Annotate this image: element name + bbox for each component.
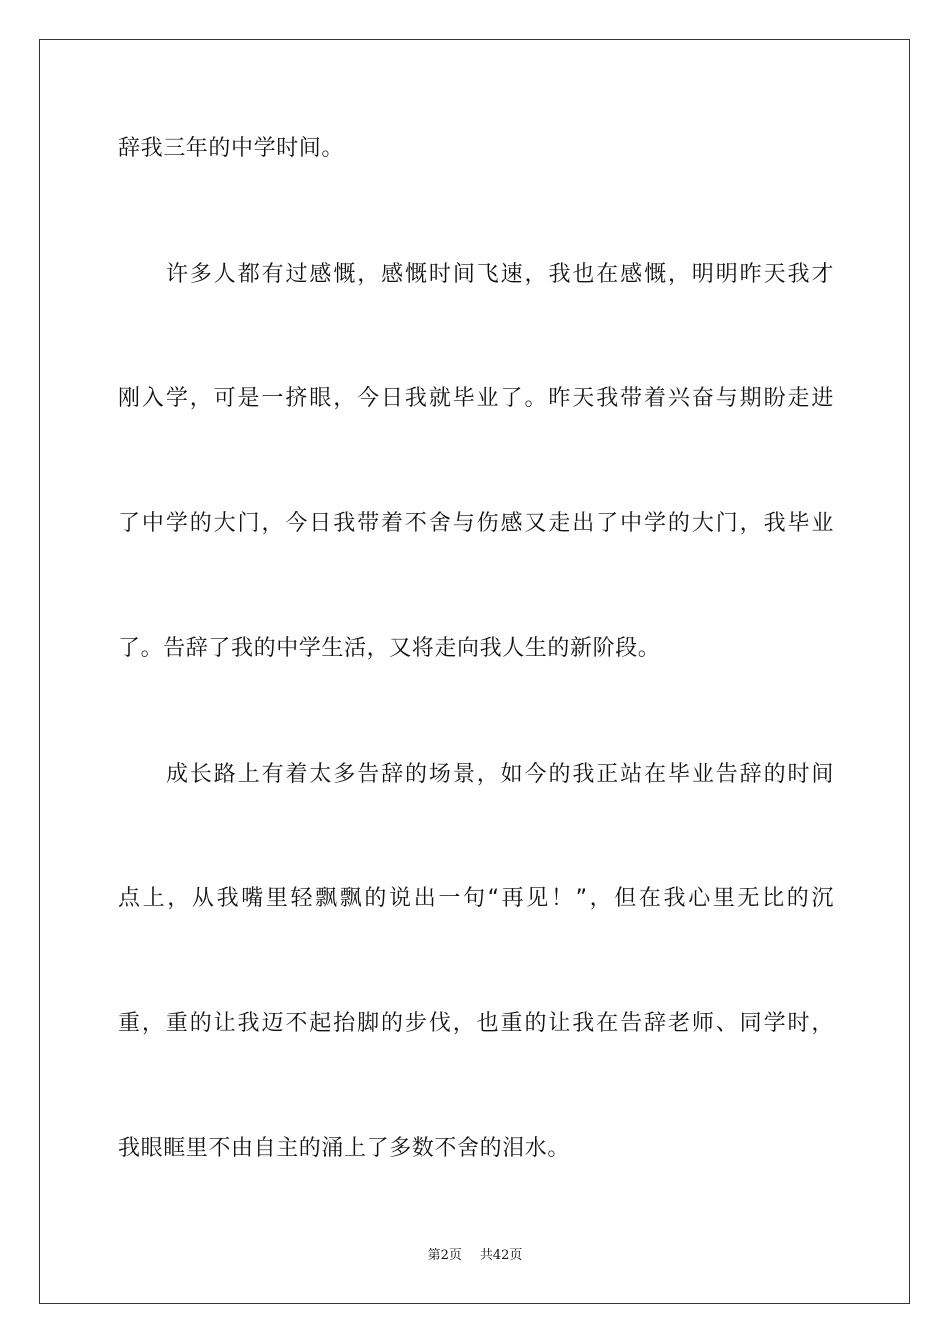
page-total: 共42页 <box>479 1248 523 1263</box>
text-line: 重，重的让我迈不起抬脚的步伐，也重的让我在告辞老师、同学时， <box>118 1011 834 1036</box>
text-line: 刚入学，可是一挤眼，今日我就毕业了。昨天我带着兴奋与期盼走进 <box>118 386 834 411</box>
text-line: 点上，从我嘴里轻飘飘的说出一句“再见！”，但在我心里无比的沉 <box>118 886 834 911</box>
page-border <box>39 39 910 1304</box>
page-number: 第2页 <box>427 1248 462 1263</box>
text-line: 了。告辞了我的中学生活，又将走向我人生的新阶段。 <box>118 636 661 661</box>
text-line: 我眼眶里不由自主的涌上了多数不舍的泪水。 <box>118 1136 571 1161</box>
page-footer <box>0 1247 950 1265</box>
text-line: 许多人都有过感慨，感慨时间飞速，我也在感慨，明明昨天我才 <box>166 262 834 287</box>
text-line: 成长路上有着太多告辞的场景，如今的我正站在毕业告辞的时间 <box>166 762 834 787</box>
text-line: 了中学的大门，今日我带着不舍与伤感又走出了中学的大门，我毕业 <box>118 511 834 536</box>
text-line: 辞我三年的中学时间。 <box>118 136 345 161</box>
